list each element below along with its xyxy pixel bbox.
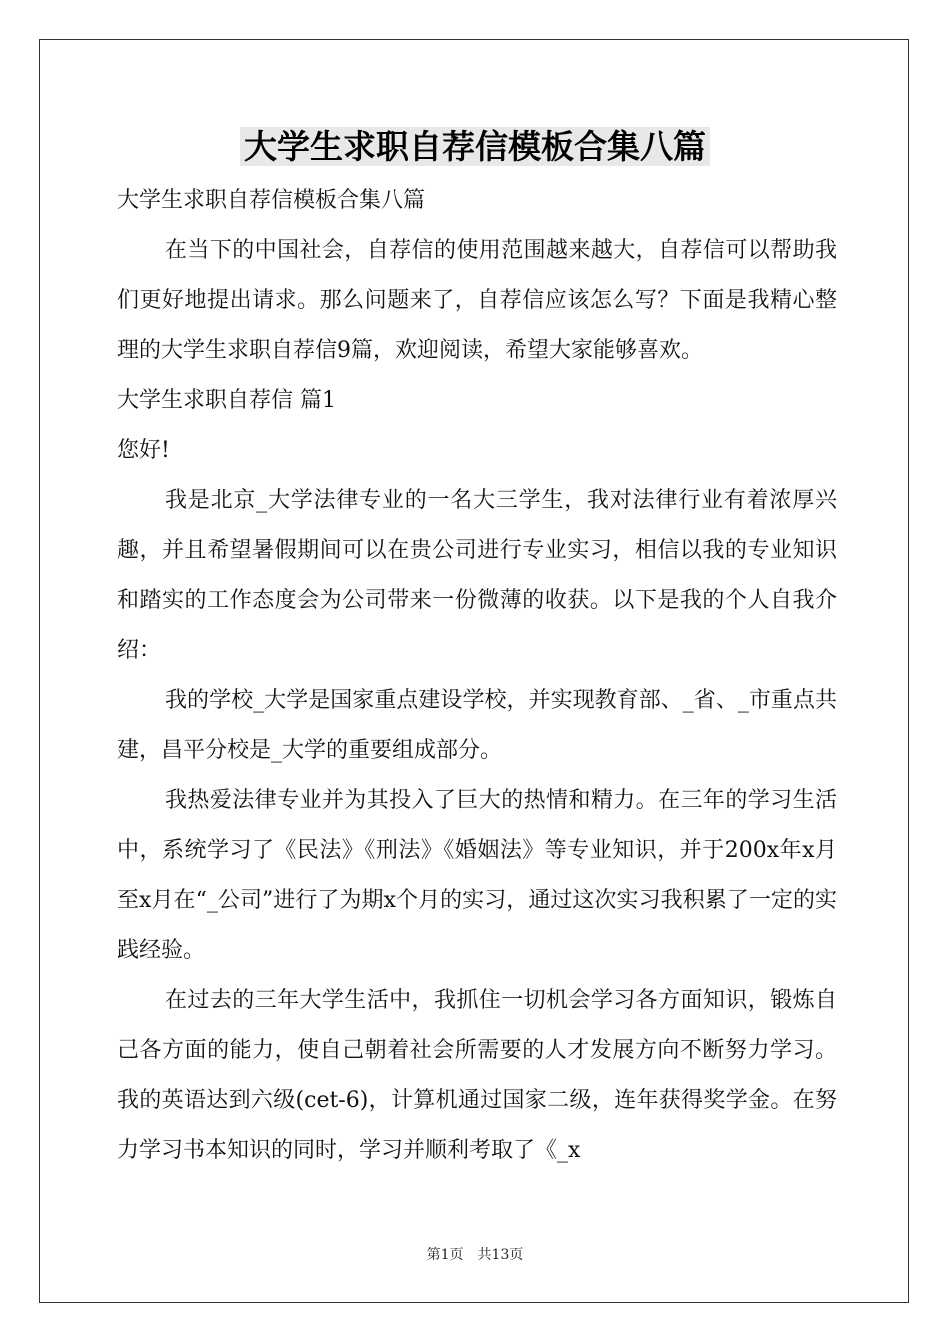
page-number: 第1页 [426,1247,464,1263]
body-paragraph: 我是北京_大学法律专业的一名大三学生，我对法律行业有着浓厚兴趣，并且希望暑假期间可以在贵公司进行专业实习，相信以我的专业知识和踏实的工作态度会为公司带来一份微薄的收获。以下是我的个人自我介绍： [117,488,837,663]
body-paragraph: 在当下的中国社会，自荐信的使用范围越来越大，自荐信可以帮助我们更好地提出请求。那么问题来了，自荐信应该怎么写？下面是我精心整理的大学生求职自荐信9篇，欢迎阅读，希望大家能够喜欢。 [117,238,837,363]
body-paragraph: 大学生求职自荐信 篇1 [117,388,336,413]
body-paragraph: 我热爱法律专业并为其投入了巨大的热情和精力。在三年的学习生活中，系统学习了《民法》《刑法》《婚姻法》等专业知识，并于200x年x月至x月在“_公司”进行了为期x个月的实习，通过这次实习我积累了一定的实践经验。 [117,788,837,963]
document-body [117,176,837,1176]
body-paragraph: 在过去的三年大学生活中，我抓住一切机会学习各方面知识，锻炼自己各方面的能力，使自己朝着社会所需要的人才发展方向不断努力学习。我的英语达到六级(cet-6)，计算机通过国家二级，连年获得奖学金。在努力学习书本知识的同时，学习并顺利考取了《_x [117,988,837,1163]
document-title-text: 大学生求职自荐信模板合集八篇 [240,127,710,166]
body-paragraph: 大学生求职自荐信模板合集八篇 [117,188,426,213]
page-footer [0,1244,950,1264]
page-total: 共13页 [477,1247,524,1263]
document-title [0,122,950,172]
body-paragraph: 您好! [117,438,170,463]
body-paragraph: 我的学校_大学是国家重点建设学校，并实现教育部、_省、_市重点共建，昌平分校是_大学的重要组成部分。 [117,688,837,763]
